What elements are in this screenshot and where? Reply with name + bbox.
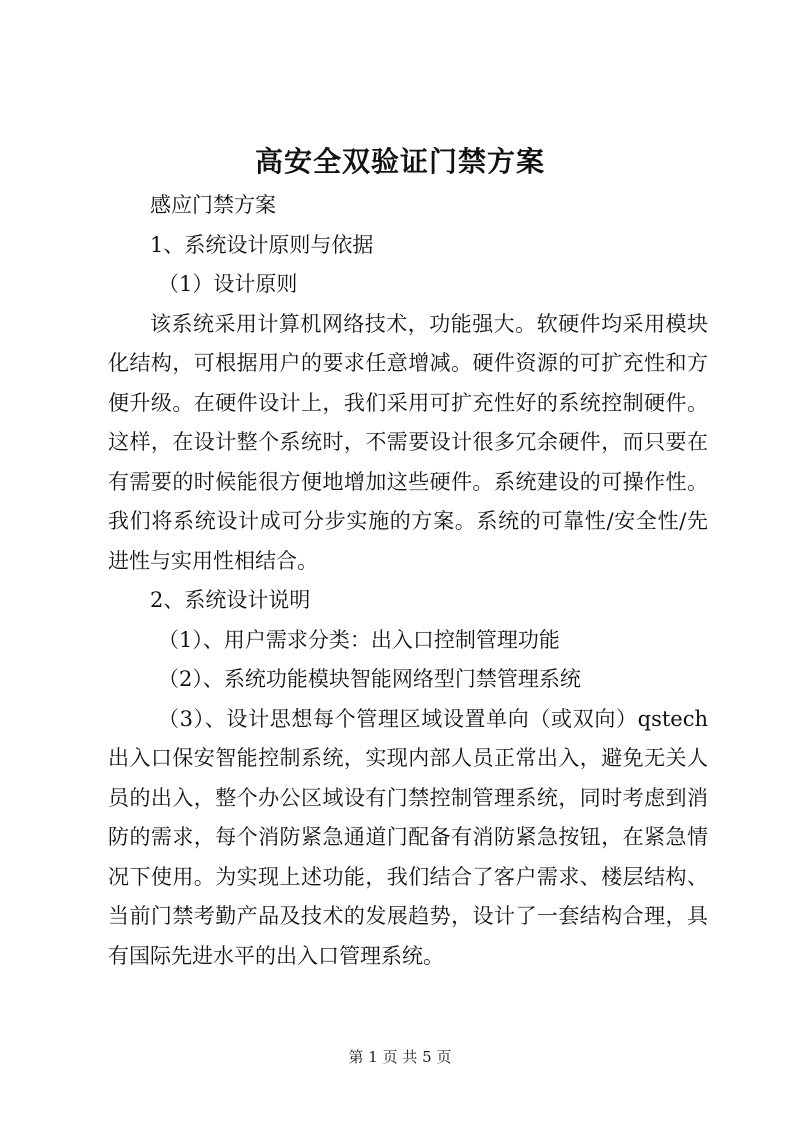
subsection-heading: （1）、用户需求分类：出入口控制管理功能 [158, 627, 560, 652]
section-heading: 1、系统设计原则与依据 [150, 232, 374, 257]
page-number-footer: 第 1 页 共 5 页 [348, 1048, 452, 1066]
document-title: 高安全双验证门禁方案 [254, 145, 545, 178]
document-body [108, 186, 708, 976]
subsection-heading: （2）、系统功能模块智能网络型门禁管理系统 [158, 667, 581, 691]
body-paragraph: 该系统采用计算机网络技术，功能强大。软硬件均采用模块化结构，可根据用户的要求任意增减。硬件资源的可扩充性和方便升级。在硬件设计上，我们采用可扩充性好的系统控制硬件。这样，在设计整个系统时，不需要设计很多冗余硬件，而只要在有需要的时候能很方便地增加这些硬件。系统建设的可操作性。我们将系统设计成可分步实施的方案。系统的可靠性/安全性/先进性与实用性相结合。 [108, 311, 708, 573]
section-heading: 感应门禁方案 [150, 193, 276, 217]
subsection-heading: （1）设计原则 [158, 272, 298, 296]
section-heading: 2、系统设计说明 [150, 588, 311, 612]
body-paragraph: （3）、设计思想每个管理区域设置单向（或双向）qstech出入口保安智能控制系统，实现内部人员正常出入，避免无关人员的出入，整个办公区域设有门禁控制管理系统，同时考虑到消防的需求，每个消防紧急通道门配备有消防紧急按钮，在紧急情况下使用。为实现上述功能，我们结合了客户需求、楼层结构、当前门禁考勤产品及技术的发展趋势，设计了一套结构合理，具有国际先进水平的出入口管理系统。 [108, 706, 708, 968]
